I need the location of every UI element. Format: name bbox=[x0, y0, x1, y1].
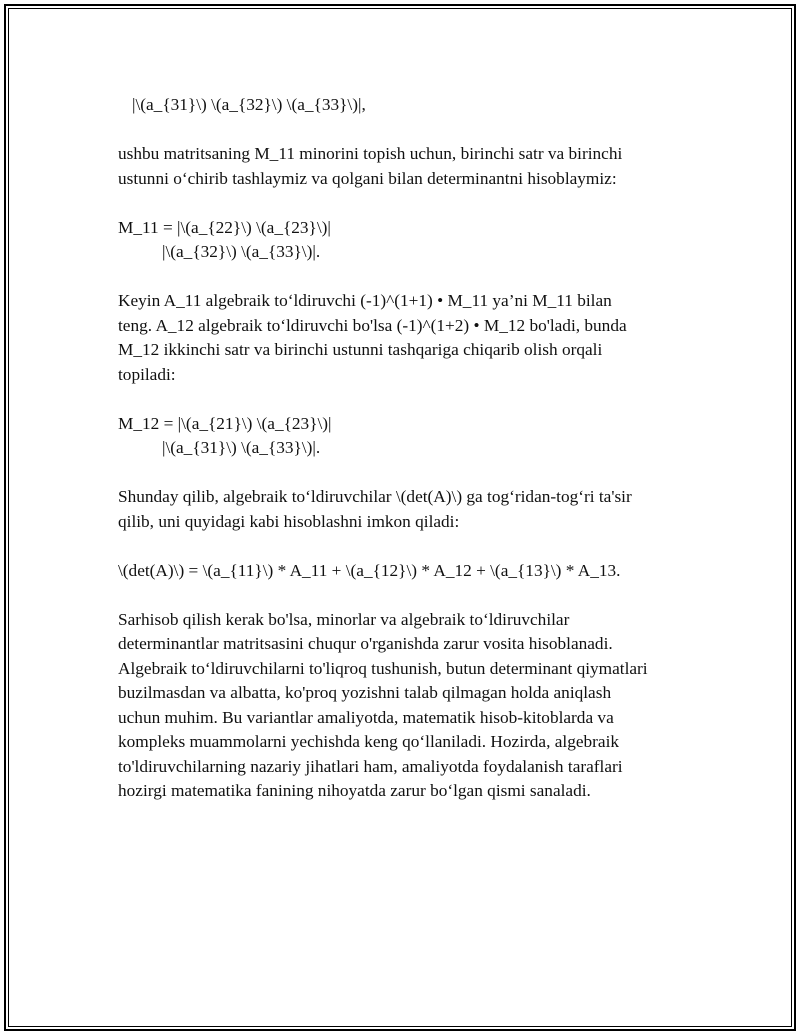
text-line: buzilmasdan va albatta, ko'proq yozishni talab qilmagan holda aniqlash bbox=[118, 683, 612, 702]
paragraph-summary bbox=[118, 608, 718, 804]
text-line: to'ldiruvchilarning nazariy jihatlari ham, amaliyotda foydalanish taraflari bbox=[118, 756, 623, 776]
paragraph-cofactor bbox=[118, 289, 718, 387]
text-line: |\(a_{31}\) \(a_{32}\) \(a_{33}\)|, bbox=[132, 95, 366, 114]
formula-line: |\(a_{31}\) \(a_{33}\)|. bbox=[162, 438, 321, 457]
formula-line: \(det(A)\) = \(a_{11}\) * A_11 + \(a_{12}\) * A_12 + \(a_{13}\) * A_13. bbox=[118, 560, 621, 580]
text-line: uchun muhim. Bu variantlar amaliyotda, matematik hisob-kitoblarda va bbox=[118, 707, 614, 727]
text-line: determinantlar matritsasini chuqur o'rganishda zarur vosita hisoblanadi. bbox=[118, 634, 613, 653]
paragraph-det-intro bbox=[118, 485, 718, 534]
text-line: ustunni o‘chirib tashlaymiz va qolgani bilan determinantni hisoblaymiz: bbox=[118, 168, 617, 188]
text-line: Sarhisob qilish kerak bo'lsa, minorlar va algebraik to‘ldiruvchilar bbox=[118, 609, 570, 629]
text-line: qilib, uni quyidagi kabi hisoblashni imkon qiladi: bbox=[118, 511, 460, 531]
text-line: Keyin A_11 algebraik to‘ldiruvchi (-1)^(1+1) • M_11 ya’ni M_11 bilan bbox=[118, 291, 612, 310]
matrix-row-3 bbox=[118, 93, 718, 118]
formula-m11 bbox=[118, 216, 718, 265]
paragraph-minor-intro bbox=[118, 142, 718, 191]
text-line: Shunday qilib, algebraik to‘ldiruvchilar \(det(A)\) ga tog‘ridan-tog‘ri ta'sir bbox=[118, 487, 632, 506]
formula-line: M_11 = |\(a_{22}\) \(a_{23}\)| bbox=[118, 217, 331, 237]
formula-line: |\(a_{32}\) \(a_{33}\)|. bbox=[162, 242, 321, 261]
formula-determinant bbox=[118, 559, 718, 584]
text-line: kompleks muammolarni yechishda keng qo‘llaniladi. Hozirda, algebraik bbox=[118, 732, 620, 751]
text-line: ushbu matritsaning M_11 minorini topish uchun, birinchi satr va birinchi bbox=[118, 144, 623, 163]
text-line: hozirgi matematika fanining nihoyatda zarur bo‘lgan qismi sanaladi. bbox=[118, 781, 591, 800]
text-line: topiladi: bbox=[118, 364, 176, 384]
text-line: M_12 ikkinchi satr va birinchi ustunni tashqariga chiqarib olish orqali bbox=[118, 340, 603, 359]
formula-m12 bbox=[118, 412, 718, 461]
formula-line: M_12 = |\(a_{21}\) \(a_{23}\)| bbox=[118, 413, 332, 433]
document-body bbox=[118, 93, 718, 828]
text-line: Algebraik to‘ldiruvchilarni to'liqroq tushunish, butun determinant qiymatlari bbox=[118, 658, 648, 678]
text-line: teng. A_12 algebraik to‘ldiruvchi bo'lsa (-1)^(1+2) • M_12 bo'ladi, bunda bbox=[118, 315, 627, 335]
